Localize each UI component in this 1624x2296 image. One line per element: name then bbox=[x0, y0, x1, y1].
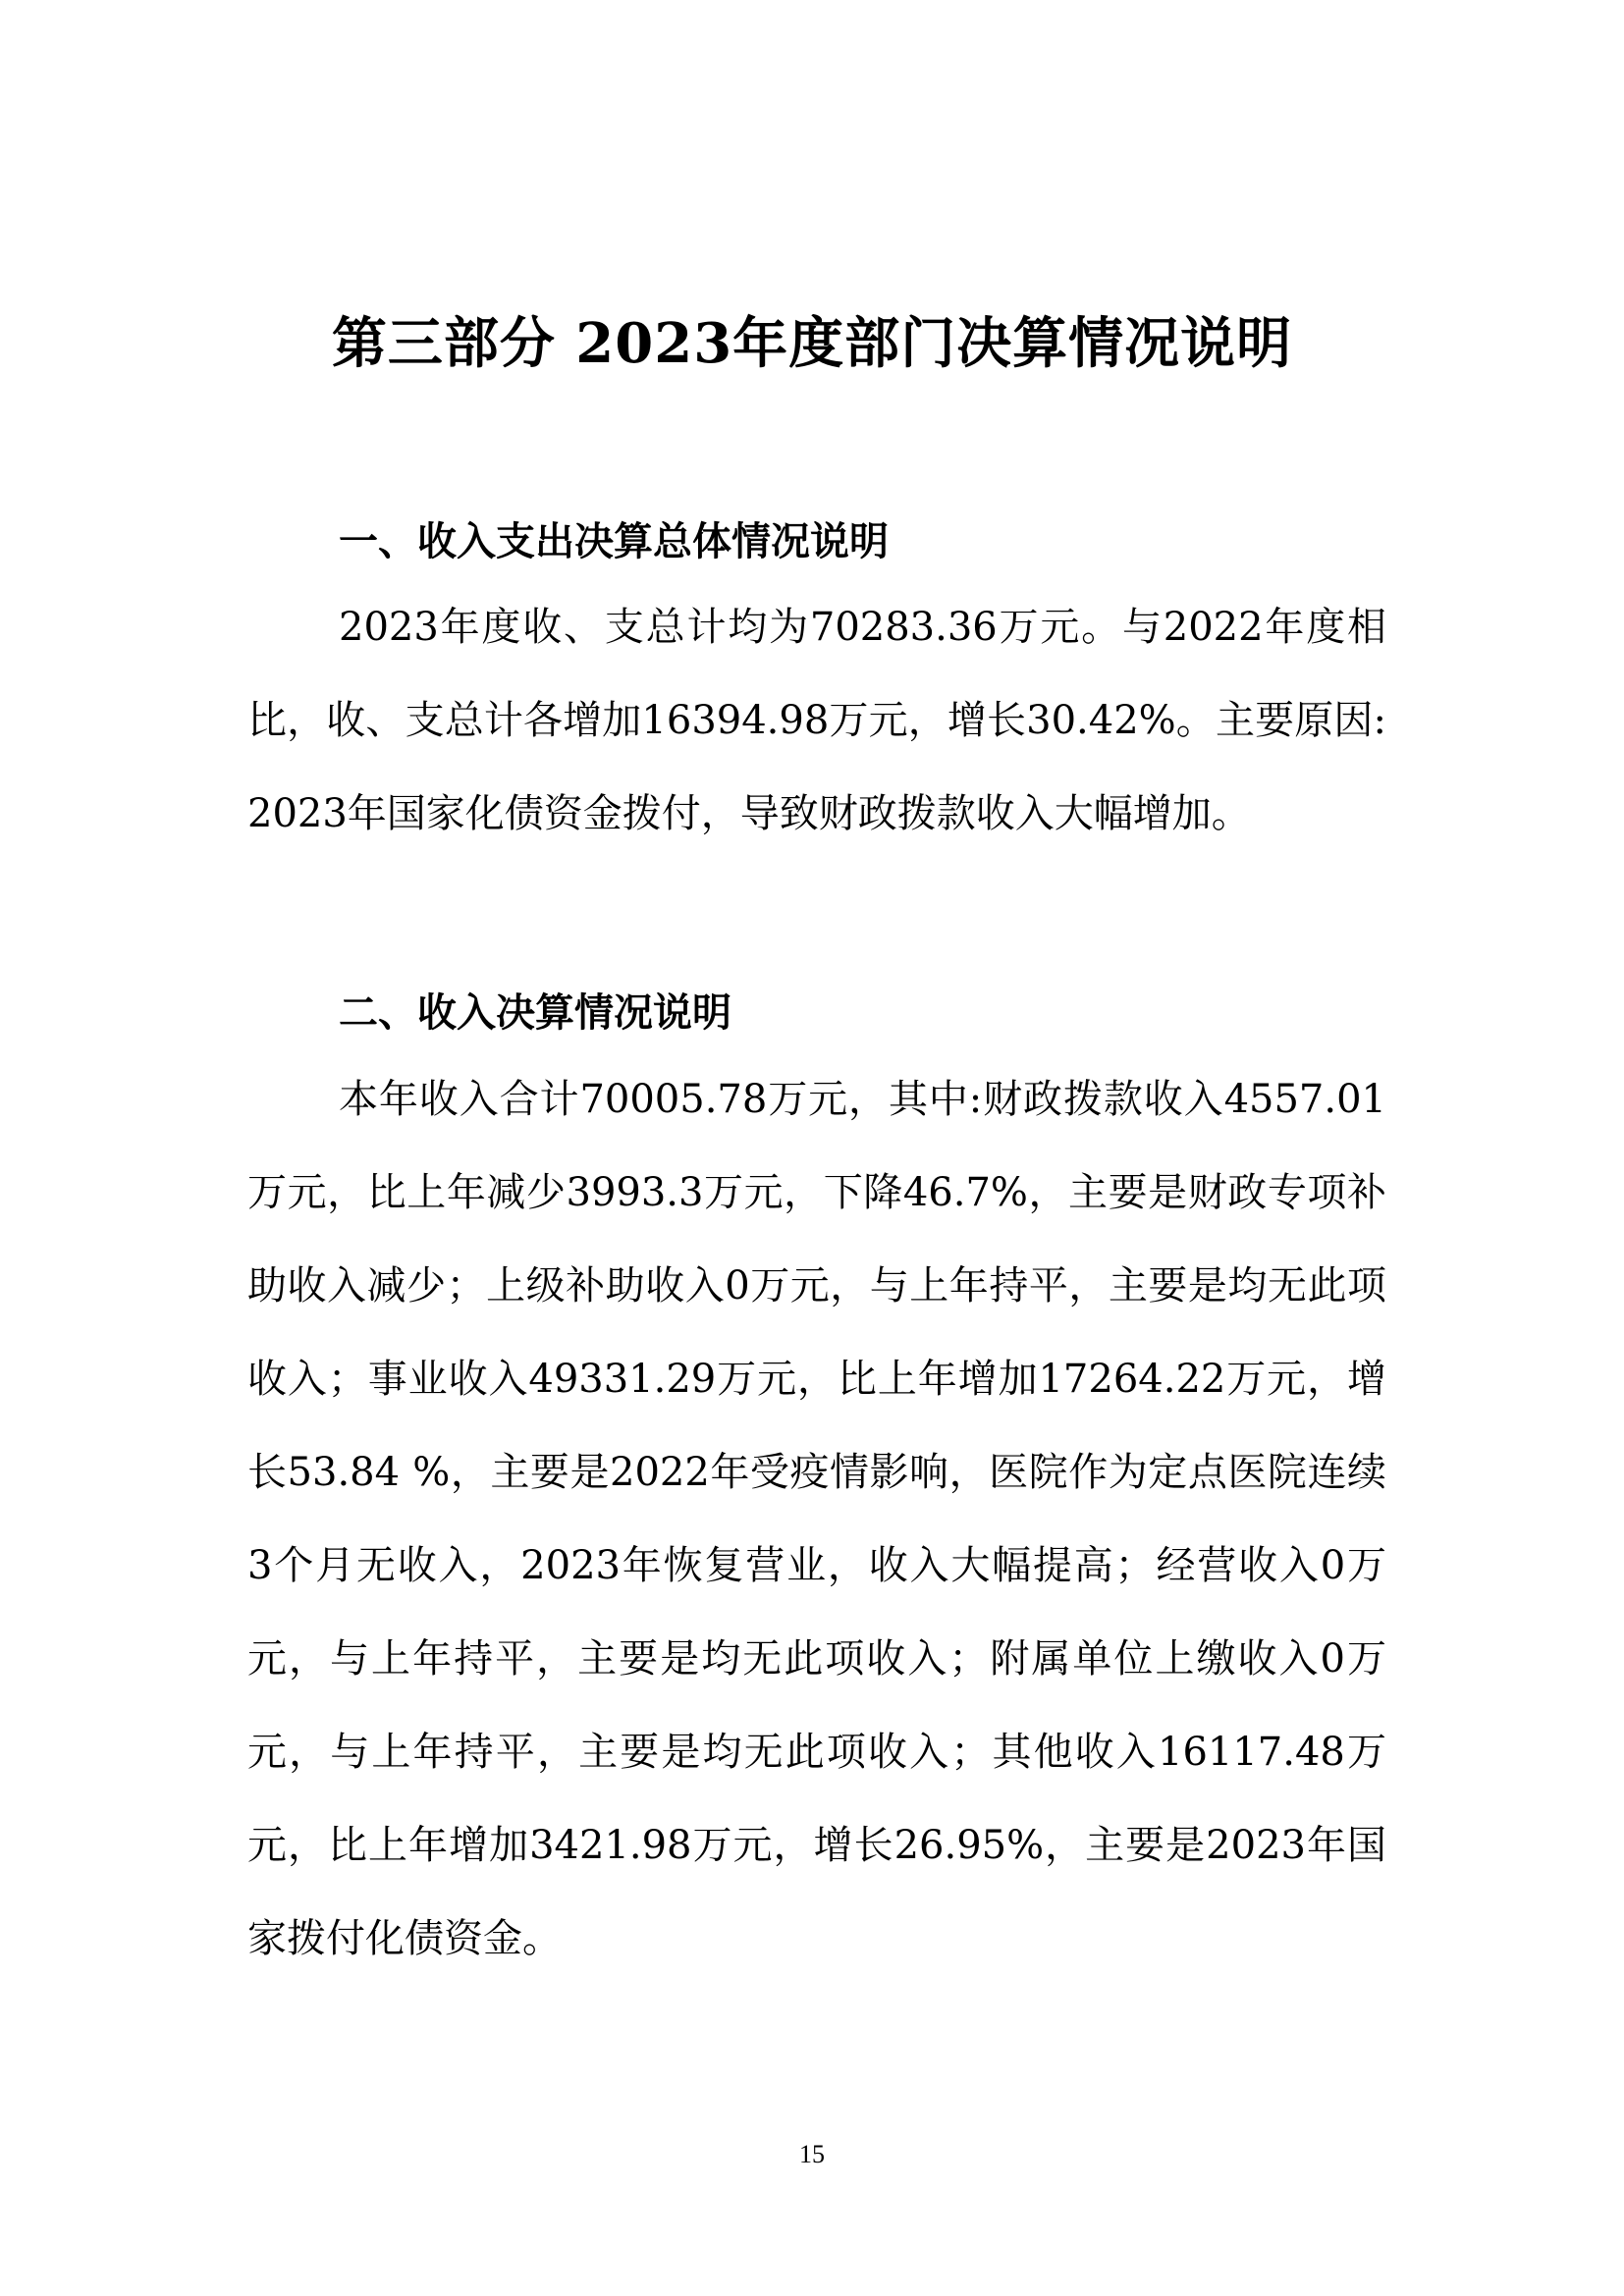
section-heading-income-expense-overview: 一、收入支出决算总体情况说明 bbox=[339, 518, 889, 564]
section-heading-income-details: 二、收入决算情况说明 bbox=[339, 989, 731, 1036]
section-paragraph-income-expense-overview: 2023年度收、支总计均为70283.36万元。与2022年度相比，收、支总计各增加16394.98万元，增长30.42%。主要原因:2023年国家化债资金拨付，导致财政拨款收入大幅增加。 bbox=[247, 605, 1386, 836]
page-title: 第三部分 2023年度部门决算情况说明 bbox=[331, 311, 1293, 376]
page-number: 15 bbox=[799, 2140, 825, 2168]
section-paragraph-income-details: 本年收入合计70005.78万元，其中:财政拨款收入4557.01万元，比上年减少3993.3万元，下降46.7%，主要是财政专项补助收入减少；上级补助收入0万元，与上年持平，主要是均无此项收入；事业收入49331.29万元，比上年增加17264.22万元，增长53.84 %，主要是2022年受疫情影响，医院作为定点医院连续3个月无收入，2023年恢复营业，收入大幅提高；经营收入0万元，与上年持平，主要是均无此项收入；附属单位上缴收入0万元，与上年持平，主要是均无此项收入；其他收入16117.48万元，比上年增加3421.98万元，增长26.95%，主要是2023年国家拨付化债资金。 bbox=[247, 1077, 1386, 1961]
